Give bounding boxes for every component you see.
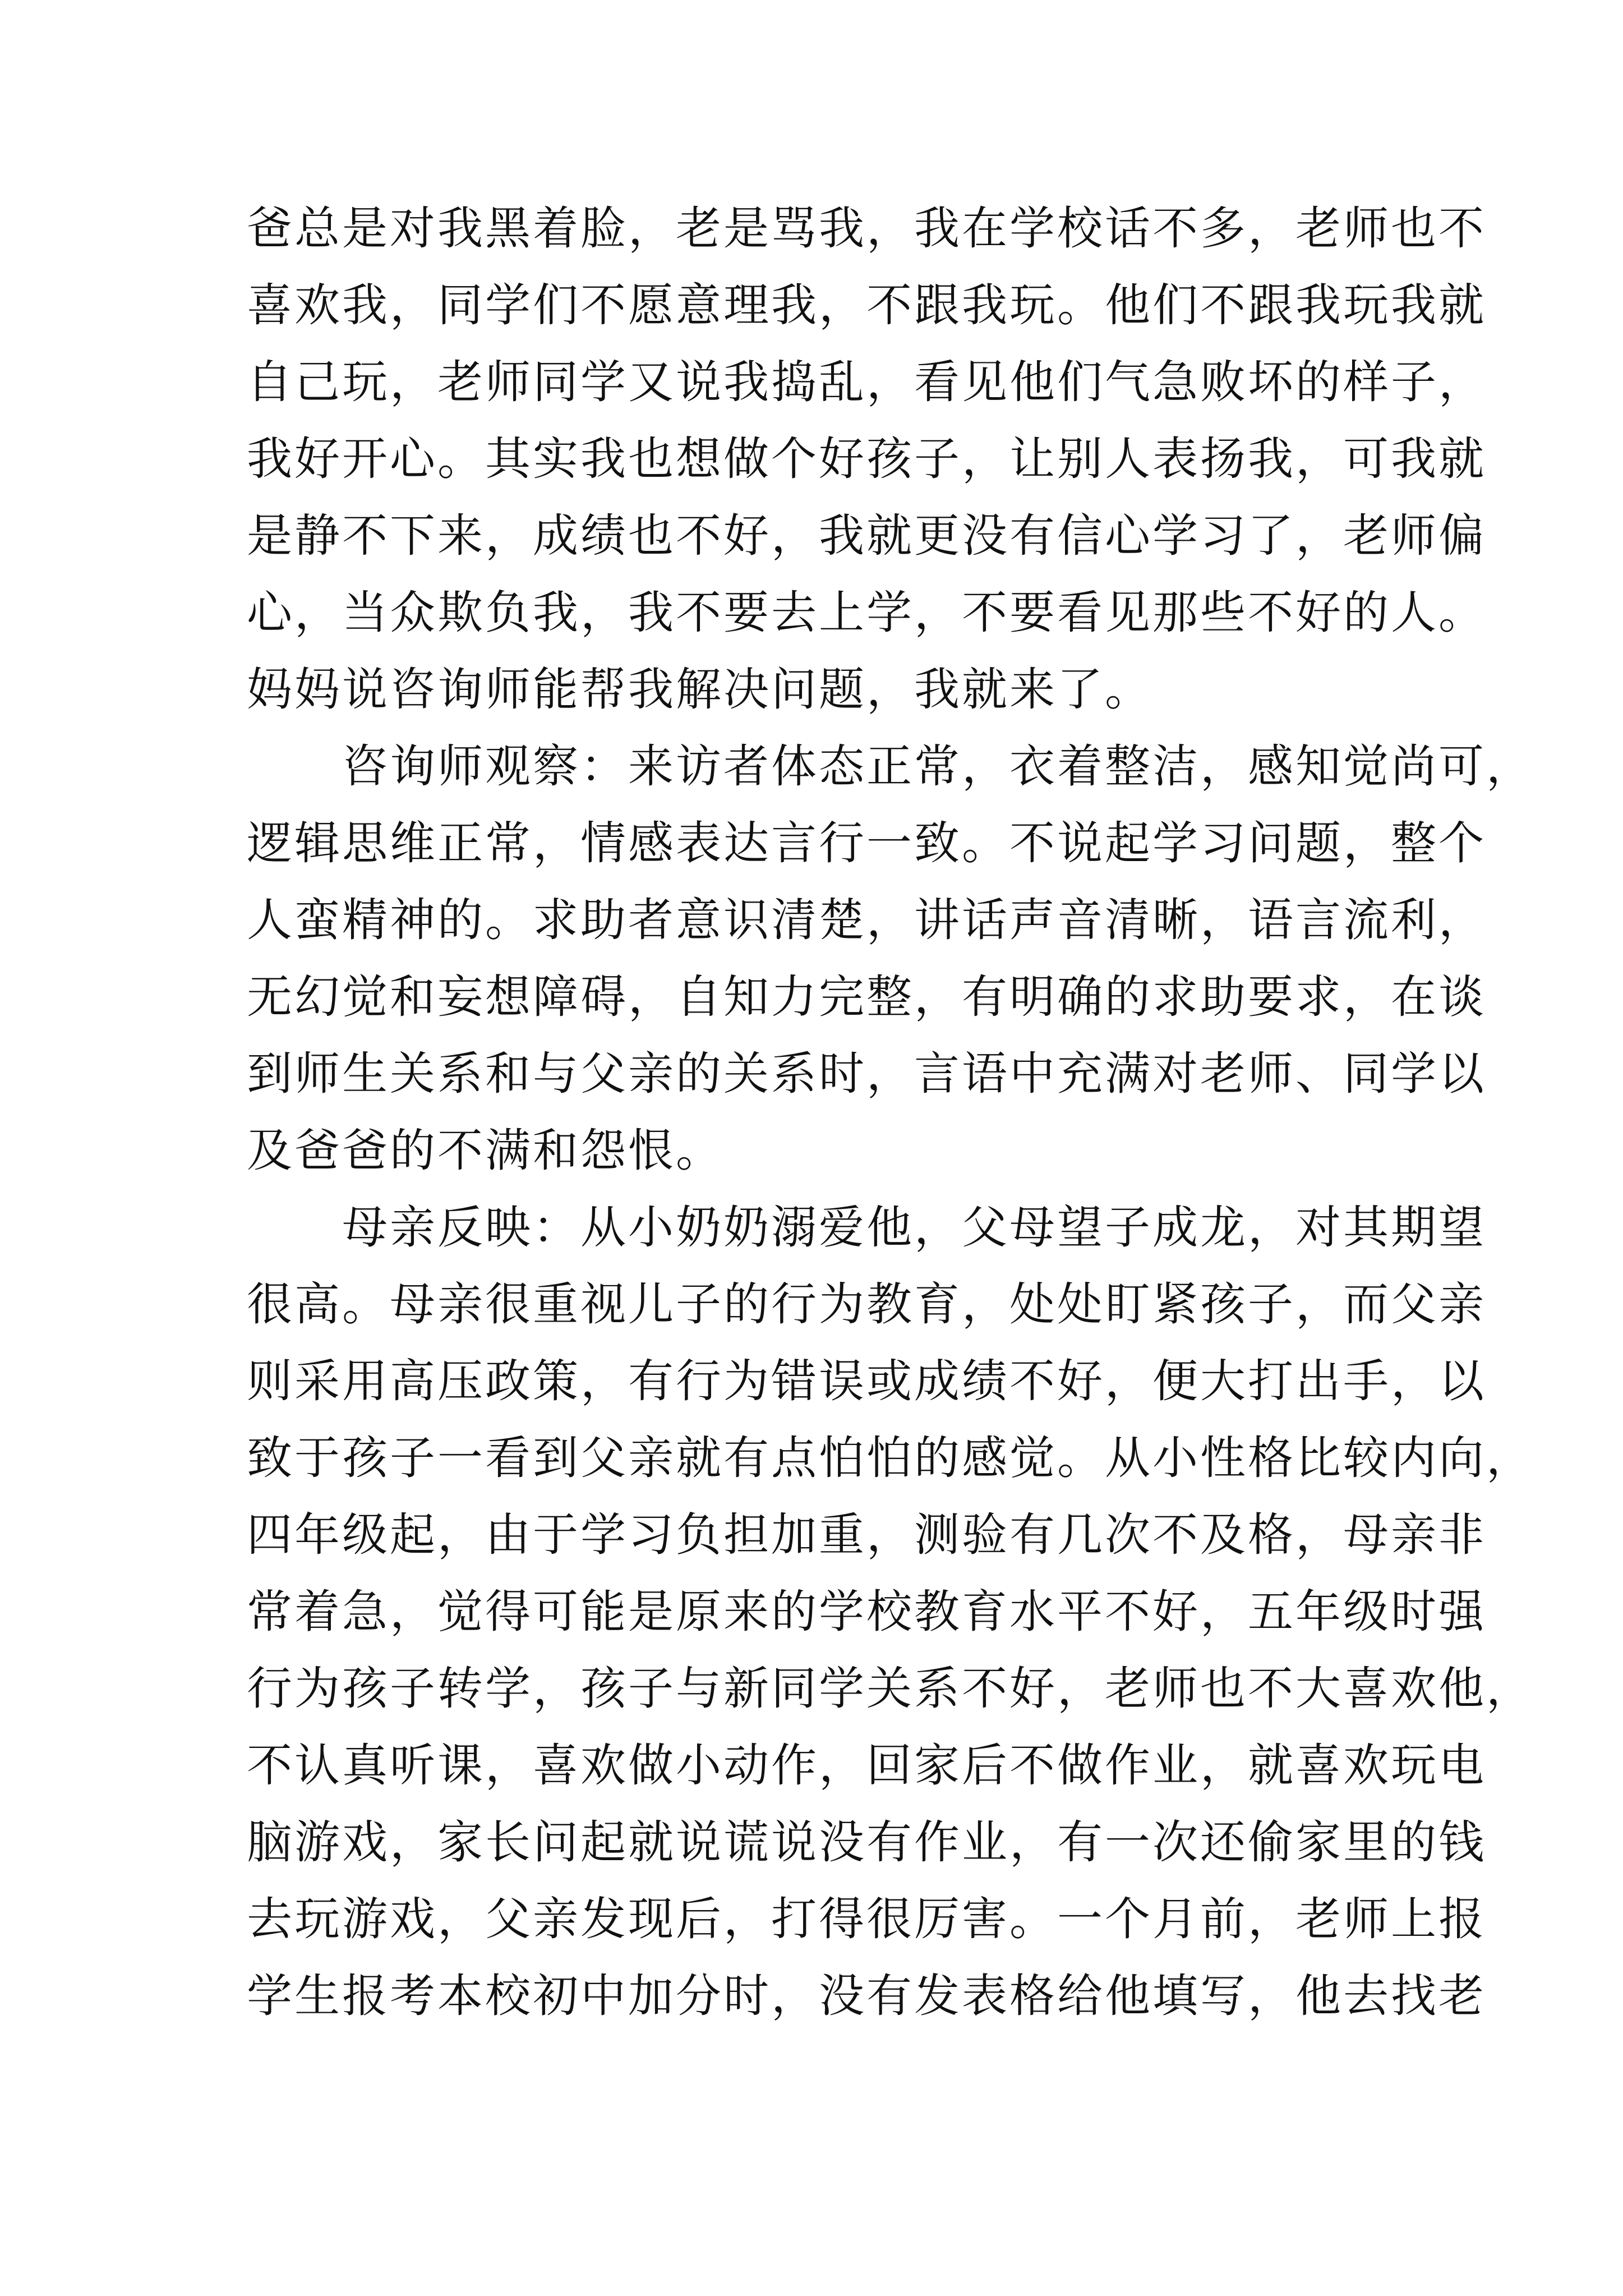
text-line-10: 人蛮精神的。求助者意识清楚，讲话声音清晰，语言流利，: [247, 894, 1487, 947]
text-line-20: 行为孩子转学，孩子与新同学关系不好，老师也不大喜欢他，: [247, 1663, 1534, 1715]
text-line-21: 不认真听课，喜欢做小动作，回家后不做作业，就喜欢玩电: [247, 1740, 1487, 1792]
text-line-2: 喜欢我，同学们不愿意理我，不跟我玩。他们不跟我玩我就: [247, 279, 1487, 332]
text-line-19: 常着急，觉得可能是原来的学校教育水平不好，五年级时强: [247, 1586, 1487, 1639]
text-line-12: 到师生关系和与父亲的关系时，言语中充满对老师、同学以: [247, 1048, 1487, 1101]
text-line-1: 爸总是对我黑着脸，老是骂我，我在学校话不多，老师也不: [247, 203, 1487, 255]
text-line-4: 我好开心。其实我也想做个好孩子，让别人表扬我，可我就: [247, 433, 1487, 486]
text-line-11: 无幻觉和妄想障碍，自知力完整，有明确的求助要求，在谈: [247, 971, 1487, 1024]
body-text: [247, 191, 1534, 2035]
text-line-13: 及爸爸的不满和怨恨。: [247, 1125, 724, 1177]
text-line-14: 母亲反映：从小奶奶溺爱他，父母望子成龙，对其期望: [247, 1202, 1487, 1254]
text-line-9: 逻辑思维正常，情感表达言行一致。不说起学习问题，整个: [247, 817, 1487, 870]
text-line-15: 很高。母亲很重视儿子的行为教育，处处盯紧孩子，而父亲: [247, 1278, 1487, 1331]
text-line-7: 妈妈说咨询师能帮我解决问题，我就来了。: [247, 664, 1153, 716]
text-line-6: 心，当众欺负我，我不要去上学，不要看见那些不好的人。: [247, 587, 1487, 639]
text-line-22: 脑游戏，家长问起就说谎说没有作业，有一次还偷家里的钱: [247, 1816, 1487, 1869]
text-line-24: 学生报考本校初中加分时，没有发表格给他填写，他去找老: [247, 1970, 1487, 2023]
text-line-17: 致于孩子一看到父亲就有点怕怕的感觉。从小性格比较内向，: [247, 1432, 1534, 1485]
text-line-16: 则采用高压政策，有行为错误或成绩不好，便大打出手，以: [247, 1355, 1487, 1408]
text-line-18: 四年级起，由于学习负担加重，测验有几次不及格，母亲非: [247, 1509, 1487, 1562]
text-line-3: 自己玩，老师同学又说我捣乱，看见他们气急败坏的样子，: [247, 356, 1487, 409]
text-line-5: 是静不下来，成绩也不好，我就更没有信心学习了，老师偏: [247, 510, 1487, 563]
text-line-23: 去玩游戏，父亲发现后，打得很厉害。一个月前，老师上报: [247, 1893, 1487, 1946]
text-line-8: 咨询师观察：来访者体态正常，衣着整洁，感知觉尚可，: [247, 740, 1534, 793]
